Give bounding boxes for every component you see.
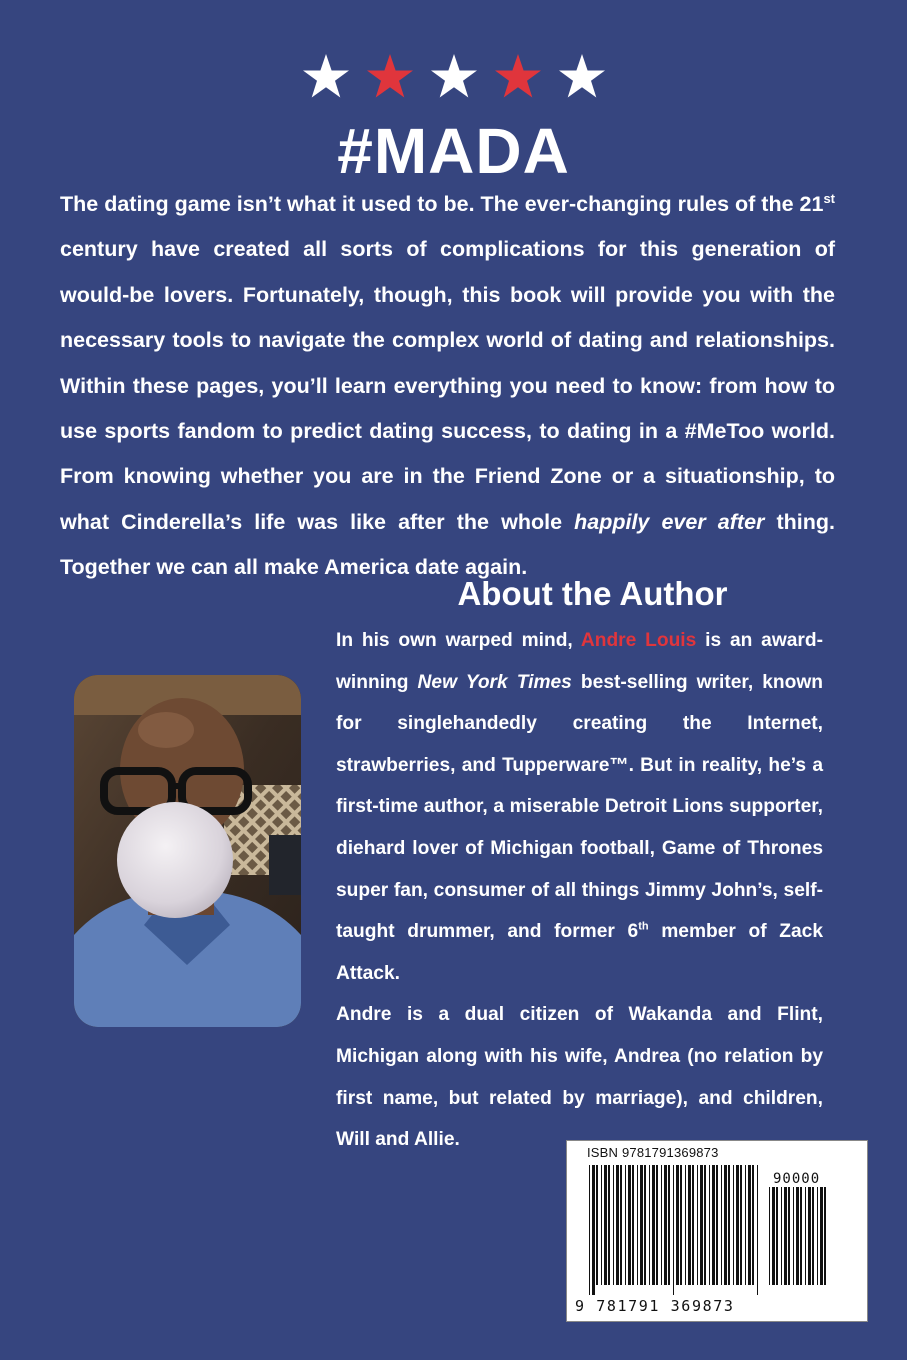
barcode-bars (589, 1165, 761, 1295)
barcode-bar (632, 1165, 634, 1285)
blurb-italic: happily ever after (574, 509, 765, 534)
barcode-bar (673, 1165, 674, 1295)
barcode-bar (680, 1165, 682, 1285)
barcode-bar (745, 1165, 746, 1285)
barcode-bar (752, 1165, 754, 1285)
barcode-bar (592, 1165, 595, 1295)
barcode-addon-digits: 90000 (773, 1171, 821, 1187)
barcode-bar (692, 1165, 694, 1285)
barcode-bar (656, 1165, 658, 1285)
barcode-bar (700, 1165, 703, 1285)
star-icon (301, 52, 351, 102)
barcode-bar (697, 1165, 698, 1285)
isbn-label: ISBN 9781791369873 (587, 1145, 719, 1160)
star-row (0, 52, 907, 108)
barcode-bar (721, 1165, 722, 1285)
barcode-bar (628, 1165, 631, 1285)
barcode-bar (625, 1165, 626, 1285)
blurb-text: The dating game isn’t what it used to be. The ever-changing rules of the 21 (60, 192, 824, 216)
barcode-bar (644, 1165, 646, 1285)
star-icon (365, 52, 415, 102)
bio-italic: New York Times (417, 671, 572, 693)
bio-text: is an award-winning (336, 630, 823, 693)
barcode-bar (776, 1187, 778, 1285)
author-name: Andre Louis (580, 630, 697, 651)
barcode-bar (661, 1165, 662, 1285)
barcode-bar (688, 1165, 691, 1285)
barcode-bar (613, 1165, 614, 1285)
bio-paragraph (336, 620, 823, 994)
about-author-heading: About the Author (457, 575, 728, 612)
barcode-bar (704, 1165, 706, 1285)
barcode-bar (769, 1187, 770, 1285)
star-icon (493, 52, 543, 102)
barcode-bar (616, 1165, 619, 1285)
barcode-bar (805, 1187, 806, 1285)
barcode-bar (620, 1165, 622, 1285)
barcode-bar (772, 1187, 775, 1285)
barcode-bar (604, 1165, 607, 1285)
barcode-bar (820, 1187, 823, 1285)
bio-text: member of Zack Attack. (336, 921, 823, 984)
barcode-bar (685, 1165, 686, 1285)
barcode-bar (784, 1187, 787, 1285)
barcode-bar (712, 1165, 715, 1285)
barcode-bar (796, 1187, 799, 1285)
barcode-bar (812, 1187, 814, 1285)
blurb-superscript: st (823, 190, 835, 206)
barcode-bar (740, 1165, 742, 1285)
barcode-bar (728, 1165, 730, 1285)
barcode-bar (817, 1187, 818, 1285)
bio-superscript: th (638, 920, 649, 933)
star-icon (429, 52, 479, 102)
barcode-bar (808, 1187, 811, 1285)
barcode-bar (788, 1187, 790, 1285)
barcode-bar (781, 1187, 782, 1285)
blurb-text: century have created all sorts of complications for this generation of would-be lovers. Fortunately, though, this book will provide you with the necessary tools to navigate the complex world of dating and relationships. Within these pages, you’ll learn everything you need to know: from how to use sports fandom to predict dating success, to dating in a #MeToo world. From knowing whether you are in the Friend Zone or a situationship, to what Cinderella’s life was like after the whole (60, 237, 835, 534)
barcode-bar (800, 1187, 802, 1285)
book-blurb (60, 182, 835, 591)
barcode-bar (637, 1165, 638, 1285)
author-bio (336, 620, 823, 1161)
barcode-bar (748, 1165, 751, 1285)
bio-text: In his own warped mind, (336, 630, 581, 651)
bio-text: best-selling writer, known for singlehandedly creating the Internet, strawberries, and Tupperware™. But in reality, he’s a first-time author, a miserable Detroit Lions supporter, diehard lover of Michigan football, Game of Thrones super fan, consumer of all things Jimmy John’s, self-taught drummer, and former 6 (336, 671, 823, 943)
star-icon (557, 52, 607, 102)
barcode-bar (596, 1165, 598, 1285)
barcode-digits: 9 781791 369873 (575, 1297, 735, 1315)
barcode-bar (733, 1165, 734, 1285)
barcode-bar (668, 1165, 670, 1285)
barcode-bar (649, 1165, 650, 1285)
barcode-bar (601, 1165, 602, 1285)
barcode-bar (736, 1165, 739, 1285)
barcode-bar (716, 1165, 718, 1285)
barcode-bar (793, 1187, 794, 1285)
barcode-bar (608, 1165, 610, 1285)
bio-paragraph: Andre is a dual citizen of Wakanda and Flint, Michigan along with his wife, Andrea (no relation by first name, but related by marriage), and children, Will and Allie. (336, 1004, 823, 1151)
author-photo (74, 675, 301, 1027)
isbn-barcode (566, 1140, 868, 1322)
barcode-bar (709, 1165, 710, 1285)
barcode-bar (757, 1165, 758, 1295)
barcode-bar (824, 1187, 826, 1285)
barcode-addon-bars (769, 1187, 829, 1295)
barcode-bar (724, 1165, 727, 1285)
barcode-bar (664, 1165, 667, 1285)
barcode-bar (676, 1165, 679, 1285)
blurb-text: thing. Together we can all make America date again. (60, 509, 836, 580)
book-title: #MADA (337, 115, 570, 187)
barcode-bar (640, 1165, 643, 1285)
barcode-bar (589, 1165, 590, 1295)
barcode-bar (652, 1165, 655, 1285)
